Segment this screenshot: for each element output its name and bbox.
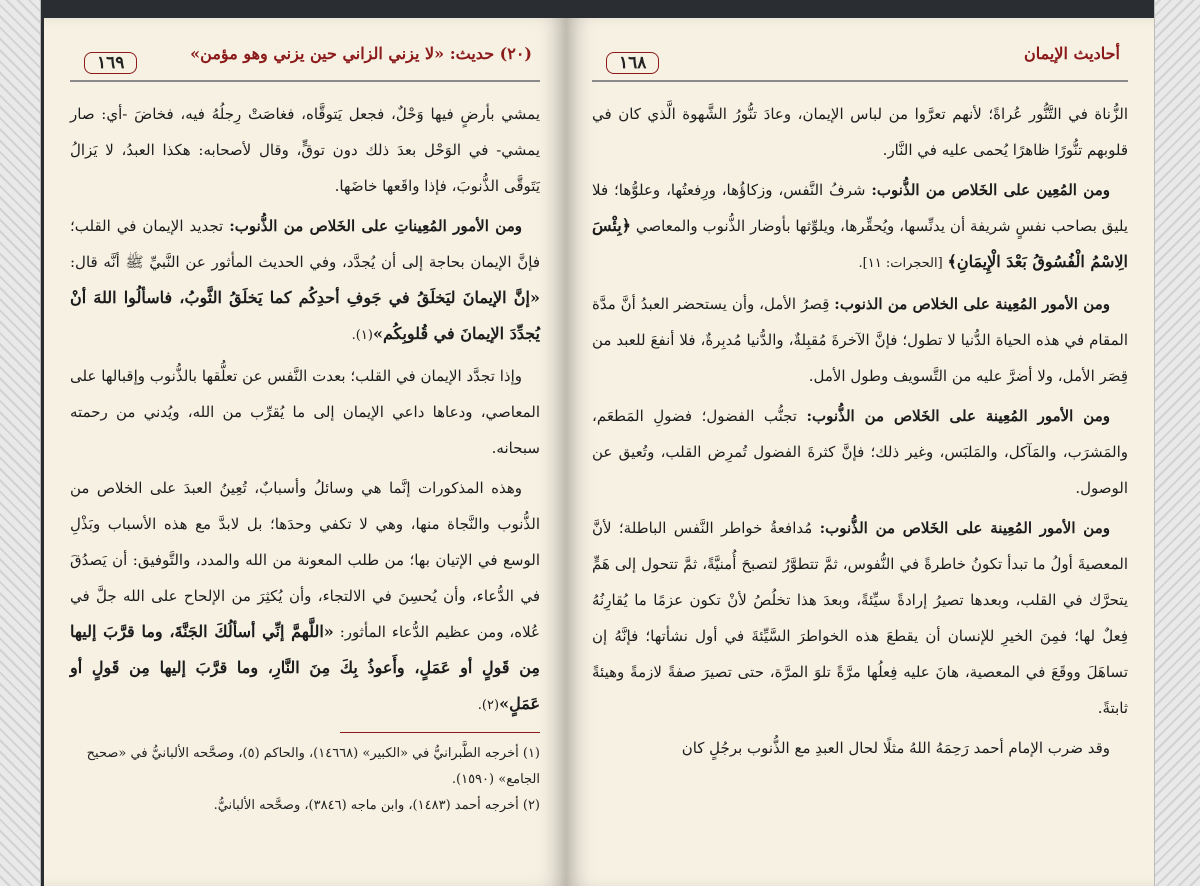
hadith-quote: «إنَّ الإيمانَ ليَخلَقُ في جَوفِ أحدِكُم كما يَخلَقُ الثَّوبُ، فاسألُوا اللهَ أنْ يُجدِّدَ الإيمانَ في قُلوبِكُم»: [70, 288, 540, 343]
page-header: [592, 40, 1128, 82]
paragraph-lead: ومن المُعِين على الخَلاص من الذُّنوب:: [871, 181, 1111, 199]
header-title: (٢٠) حديث: «لا يزني الزاني حين يزني وهو مؤمن»: [190, 44, 532, 63]
footnote: (٢) أخرجه أحمد (١٤٨٣)، وابن ماجه (٣٨٤٦)، وصحَّحه الألبانيُّ.: [213, 798, 540, 813]
paragraph: ومن الأمور المُعِينة على الخَلاص من الذُّنوب: تجنُّب الفضول؛ فضولِ المَطعَم، والمَشرَب، والمَآكل، والمَلبَس، وغير ذلك؛ فإنَّ كثرةَ الفضول تُمرِض القلب، وتُعيق عن الوصول.: [592, 407, 1128, 497]
paragraph-lead: ومن الأمور المُعِيناتِ على الخَلاص من الذُّنوب:: [229, 217, 522, 235]
paragraph: يمشي بأرضٍ فيها وَحْلٌ، فجعل يَتوقَّاه، فغاصَتْ رِجلُهُ فيه، فخاضَ -أي: صار يمشي- في الوَحْل بعدَ ذلك دون توقٍّ، وقال لأصحابه: هكذا العبدُ، لا يَزالُ يَتَوقَّى الذُّنوبَ، فإذا واقَعها خاضَها.: [70, 105, 540, 195]
page-number: ١٦٩: [84, 52, 137, 74]
page-body: [70, 96, 540, 724]
paragraph-lead: ومن الأمور المُعِينة على الخلاص من الذنوب:: [834, 295, 1110, 313]
footnote-ref: (٢).: [477, 698, 500, 713]
page-header: [70, 40, 540, 82]
footnote-ref: (١).: [351, 328, 373, 343]
paragraph: الزُّناة في التَّنُّور عُراةً؛ لأنهم تعرَّوا من لباس الإيمان، وعادَ تنُّورُ الشَّهوة الَّذي كان في قلوبهم تنُّورًا ظاهرًا يُحمى عليه في النَّار.: [592, 105, 1128, 159]
footnotes: [70, 741, 540, 819]
book-edge-right: [1154, 0, 1200, 886]
paragraph: وهذه المذكورات إنَّما هي وسائلُ وأسبابٌ، تُعِينُ العبدَ على الخلاص من الذُّنوب والنَّجاة منها، وهي لا تكفي وحدَها؛ بل لابدَّ مع هذه الأسباب وبَذْلِ الوسع في الإتيان بها؛ من طلب المعونة من الله والمدد، والتَّوفيق: أن يَصدُقَ في الدُّعاء، وأن يُحسِنَ في الالتجاء، وأن يُكثِرَ من الإلحاح على الله جلَّ في عُلاه، ومن عظيم الدُّعاء المأثور: «اللَّهمَّ إنِّي أسألُكَ الجَنَّةَ، وما قرَّبَ إليها مِن قَولٍ أو عَمَلٍ، وأَعوذُ بِكَ مِنَ النَّارِ، وما قرَّبَ إليها مِن قَولٍ أو عَمَلٍ»(٢).: [70, 479, 540, 713]
paragraph: ومن المُعِين على الخَلاص من الذُّنوب: شرفُ النَّفس، وزكاؤُها، ورِفعتُها، وعلوُّها؛ فلا يليق بصاحب نفسٍ شريفة أن يدنِّسها، ويُحقِّرها، ويلوِّثها بأوضار الذُّنوب والمعاصي ﴿بِئْسَ الِاسْمُ الْفُسُوقُ بَعْدَ الْإِيمَانِ﴾ [الحجرات: ١١].: [592, 181, 1128, 271]
dua-quote: «اللَّهمَّ إنِّي أسألُكَ الجَنَّةَ، وما قرَّبَ إليها مِن قَولٍ أو عَمَلٍ، وأَعوذُ بِكَ مِنَ النَّارِ، وما قرَّبَ إليها مِن قَولٍ أو عَمَلٍ»: [70, 622, 540, 713]
quran-quote: ﴿بِئْسَ الِاسْمُ الْفُسُوقُ بَعْدَ الْإِيمَانِ﴾: [592, 216, 1128, 271]
paragraph: وإذا تجدَّد الإيمان في القلب؛ بعدت النَّفس عن تعلُّقها بالذُّنوب وإقبالها على المعاصي، ودعاها داعي الإيمان إلى ما يُقرِّب من الله، ويُدني من رحمته سبحانه.: [70, 367, 540, 457]
paragraph: وقد ضرب الإمام أحمد رَحِمَهُ اللهُ مثلًا لحال العبدِ مع الذُّنوب برجُلٍ كان: [681, 739, 1110, 757]
page-number: ١٦٨: [606, 52, 659, 74]
paragraph: ومن الأمور المُعِينة على الخلاص من الذنوب: قِصرُ الأمل، وأن يستحضر العبدُ أنَّ مدَّة المقام في هذه الحياة الدُّنيا لا تطول؛ فإنَّ الآخرةَ مُقبِلةٌ، والدُّنيا مُدبِرةٌ، فلا أنفعَ للعبد من قِصَر الأمل، ولا أضرَّ عليه من التَّسويف وطول الأمل.: [592, 295, 1128, 385]
left-page: [44, 18, 566, 886]
header-title: أحاديث الإيمان: [1024, 44, 1120, 63]
book-edge-left: [0, 0, 41, 886]
paragraph-lead: ومن الأمور المُعِينة على الخَلاص من الذُّنوب:: [819, 519, 1110, 537]
paragraph-lead: ومن الأمور المُعِينة على الخَلاص من الذُّنوب:: [806, 407, 1110, 425]
page-body: [592, 96, 1128, 766]
footnote-divider: [340, 732, 540, 733]
right-page: [566, 18, 1154, 886]
quran-reference: [الحجرات: ١١].: [858, 256, 943, 271]
paragraph: ومن الأمور المُعِينة على الخَلاص من الذُّنوب: مُدافعةُ خواطر النَّفس الباطلة؛ لأنَّ المعصيةَ أولُ ما تبدأ تكونُ خاطرةً في النُّفوس، ثمَّ تتطوَّرُ لتصبحَ أُمنيَّةً، ثمَّ تتحول إلى هَمٍّ يتحرَّك في القلب، وبعدها تصيرُ إرادةً سيِّئةً، وبعدَ هذا تخلُصُ لأنْ تكون عزمًا ما يُقارِنُهُ فِعلٌ لها؛ فمِنَ الخيرِ للإنسان أن يقطعَ هذه الخواطرَ السَّيِّئةَ في أول نشأتها؛ فإنَّهُ إن تساهَلَ ووقَعَ في المعصية، هانَ عليه فِعلُها مرَّةً تلوَ المرَّة، حتى تصيرَ صفةً لازمةً وهيئةً ثابتةً.: [592, 519, 1128, 717]
footnote: (١) أخرجه الطَّبرانيُّ في «الكبير» (١٤٦٦٨)، والحاكم (٥)، وصحَّحه الألبانيُّ في «صحيح الجامع» (١٥٩٠).: [86, 746, 540, 787]
paragraph: ومن الأمور المُعِيناتِ على الخَلاص من الذُّنوب: تجديد الإيمان في القلب؛ فإنَّ الإيمان بحاجة إلى أن يُجدَّد، وفي الحديث المأثور عن النَّبيِّ ﷺ أنَّه قال: «إنَّ الإيمانَ ليَخلَقُ في جَوفِ أحدِكُم كما يَخلَقُ الثَّوبُ، فاسألُوا اللهَ أنْ يُجدِّدَ الإيمانَ في قُلوبِكُم»(١).: [70, 217, 540, 343]
